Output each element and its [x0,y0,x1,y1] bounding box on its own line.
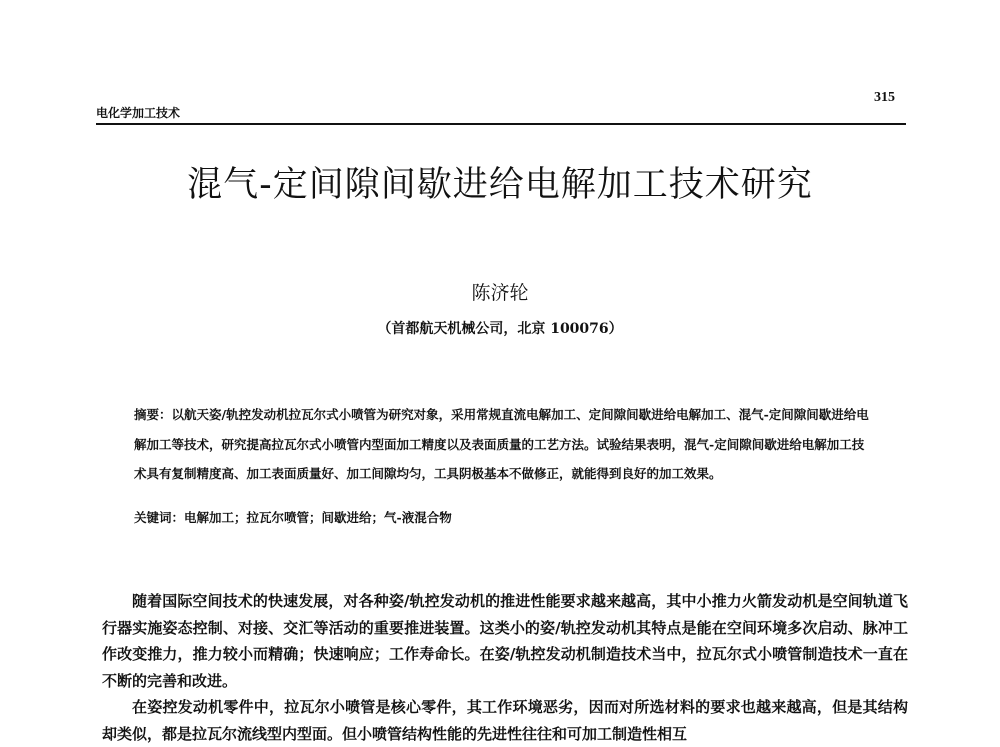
abstract-text: 以航天姿/轨控发动机拉瓦尔式小喷管为研究对象，采用常规直流电解加工、定间隙间歇进给电解加工、混气-定间隙间歇进给电解加工等技术，研究提高拉瓦尔式小喷管内型面加工精度以及表面质量的工艺方法。试验结果表明，混气-定间隙间歇进给电解加工技术具有复制精度高、加工表面质量好、加工间隙均匀，工具阴极基本不做修正，就能得到良好的加工效果。 [134,407,869,481]
running-head: 电化学加工技术 [96,106,181,120]
body-paragraph: 随着国际空间技术的快速发展，对各种姿/轨控发动机的推进性能要求越来越高，其中小推力火箭发动机是空间轨道飞行器实施姿态控制、对接、交汇等活动的重要推进装置。这类小的姿/轨控发动机其特点是能在空间环境多次启动、脉冲工作改变推力，推力较小而精确；快速响应；工作寿命长。在姿/轨控发动机制造技术当中，拉瓦尔式小喷管制造技术一直在不断的完善和改进。 [102,592,908,690]
keywords [134,508,874,526]
abstract-label: 摘要： [134,407,172,422]
author-affiliation: （首都航天机械公司，北京 100076） [377,321,623,337]
keywords-label: 关键词： [134,510,185,525]
author-name: 陈济轮 [471,282,529,304]
body-paragraph: 在姿控发动机零件中，拉瓦尔小喷管是核心零件，其工作环境恶劣，因而对所选材料的要求也越来越高，但是其结构却类似，都是拉瓦尔流线型内型面。但小喷管结构性能的先进性往往和可加工制造性相互 [102,698,908,743]
page-number: 315 [874,90,895,105]
abstract [134,400,874,489]
article-title: 混气-定间隙间歇进给电解加工技术研究 [187,165,813,205]
header-rule [96,123,906,125]
keywords-text: 电解加工；拉瓦尔喷管；间歇进给；气-液混合物 [184,510,452,525]
body-text [102,588,908,747]
